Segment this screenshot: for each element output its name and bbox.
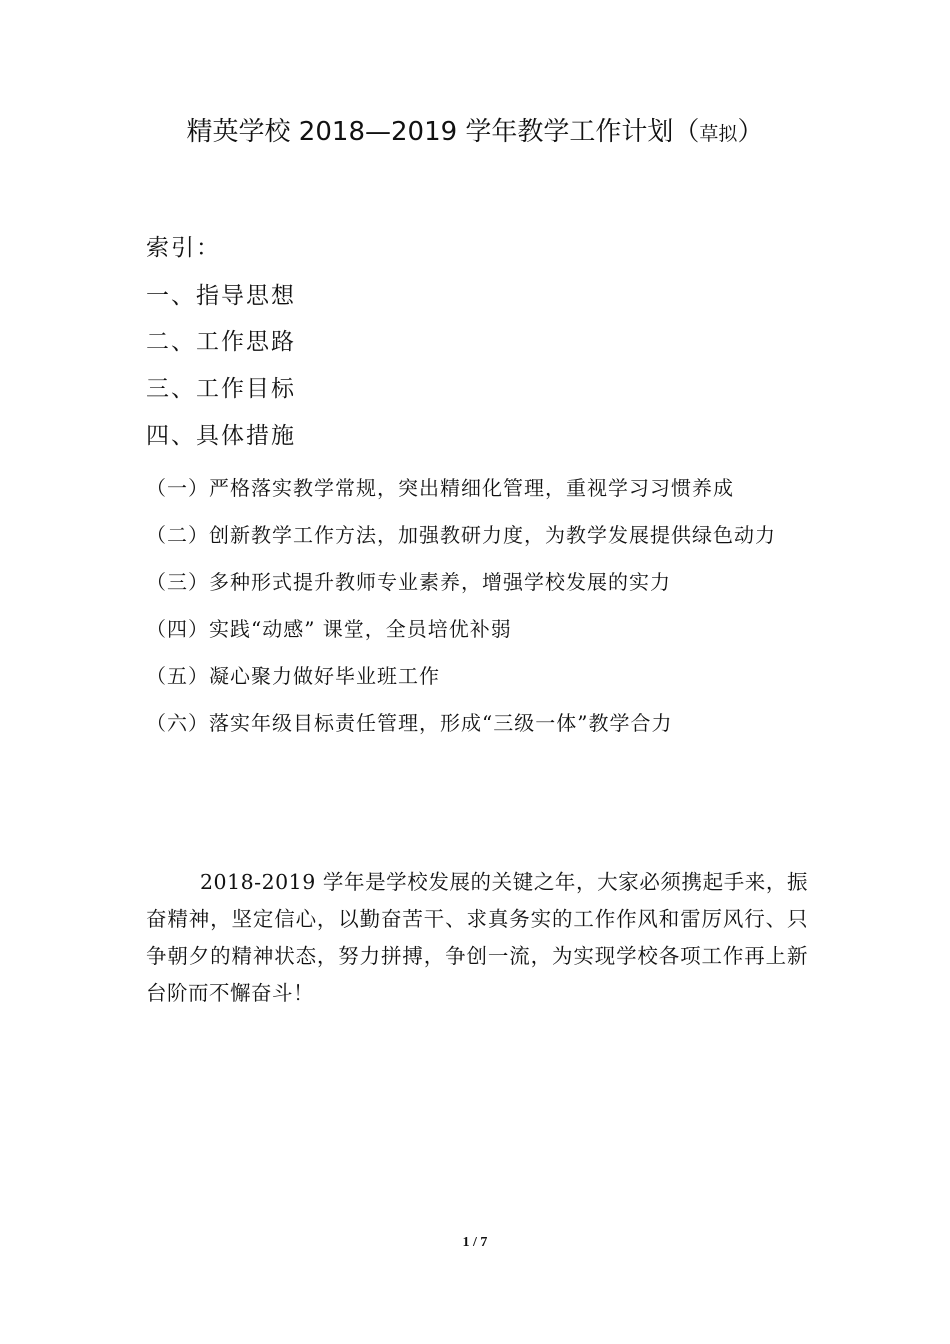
toc-item-work-approach: 二、工作思路: [146, 329, 296, 355]
measure-item-3: （三）多种形式提升教师专业素养，增强学校发展的实力: [146, 570, 671, 594]
toc-item-specific-measures: 四、具体措施: [146, 423, 296, 449]
toc-item-guiding-thought: 一、指导思想: [146, 283, 296, 309]
measure-item-1: （一）严格落实教学常规，突出精细化管理，重视学习习惯养成: [146, 476, 734, 500]
measure-item-6: （六）落实年级目标责任管理，形成“三级一体”教学合力: [146, 711, 673, 735]
title-close-paren: ）: [737, 117, 764, 147]
title-main: 精英学校 2018—2019 学年教学工作计划（: [186, 117, 700, 147]
index-heading: 索引：: [146, 235, 221, 261]
measure-item-2: （二）创新教学工作方法，加强教研力度，为教学发展提供绿色动力: [146, 523, 776, 547]
toc-item-work-goals: 三、工作目标: [146, 376, 296, 402]
page-number: 1 / 7: [462, 1235, 488, 1250]
measure-item-4: （四）实践“动感” 课堂，全员培优补弱: [146, 617, 512, 641]
measure-item-5: （五）凝心聚力做好毕业班工作: [146, 664, 440, 688]
document-title: [0, 112, 950, 154]
title-draft-note: 草拟: [699, 123, 738, 145]
closing-paragraph: 2018-2019 学年是学校发展的关键之年，大家必须携起手来，振奋精神，坚定信心，以勤奋苦干、求真务实的工作作风和雷厉风行、只争朝夕的精神状态，努力拼搏，争创一流，为实现学校各项工作再上新台阶而不懈奋斗！: [146, 870, 808, 1005]
